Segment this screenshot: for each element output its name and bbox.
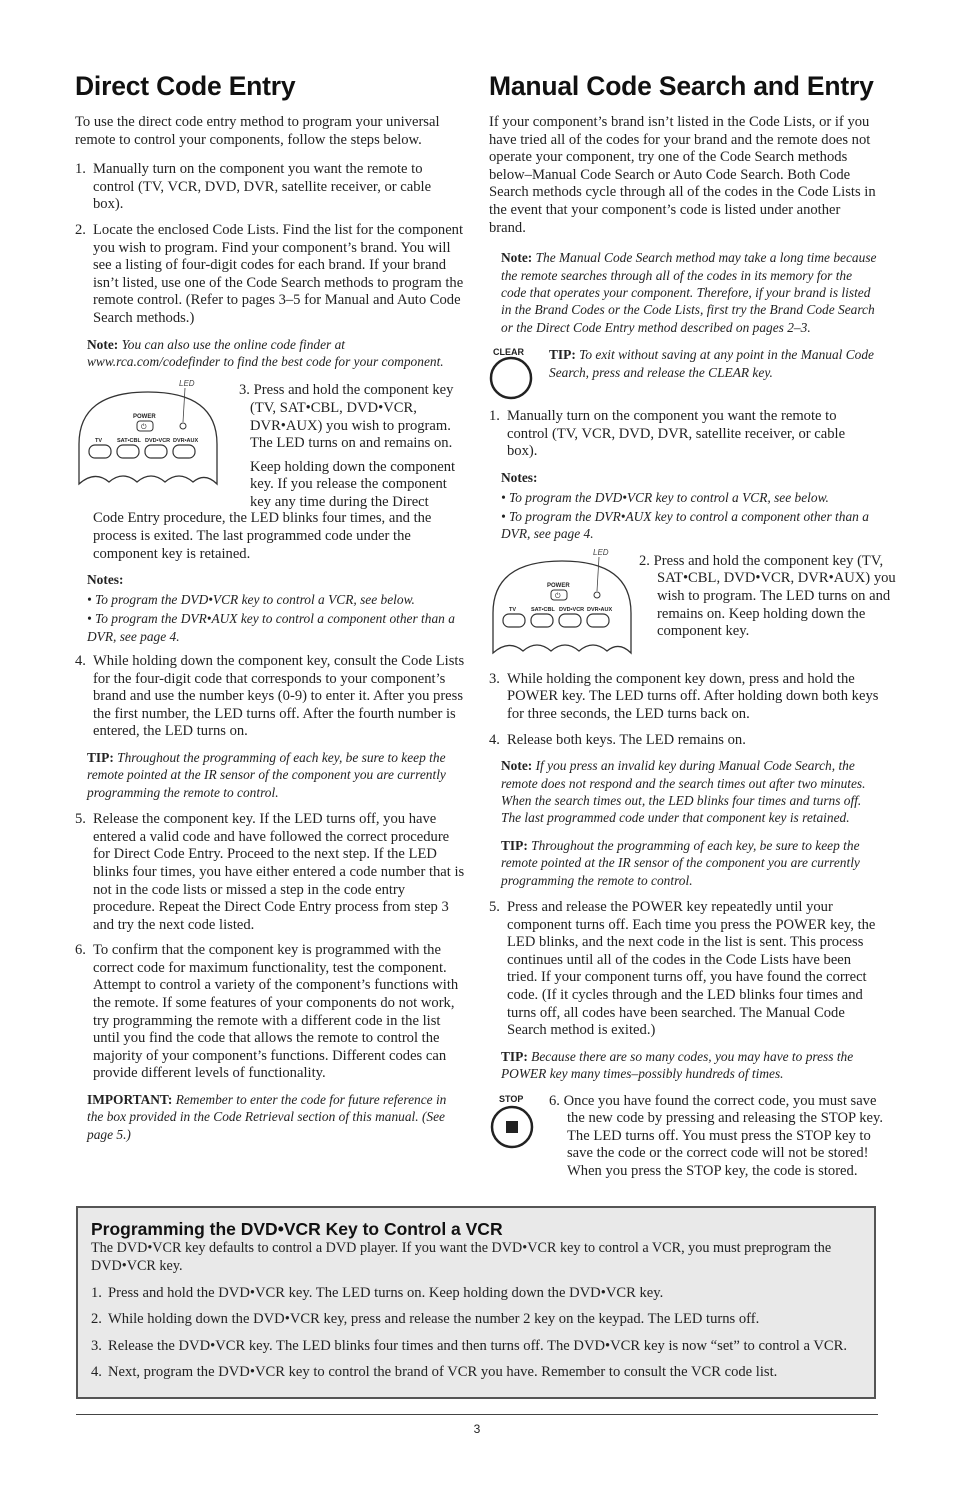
box-step-4: 4. Next, program the DVD•VCR key to control the brand of VCR you have. Remember to consult the VCR code list.	[91, 1364, 778, 1381]
clear-key	[491, 358, 531, 398]
tip-ir-sensor: TIP: Throughout the programming of each key, be sure to keep the remote pointed at the IR sensor of the component you are currently programming the remote to control.	[501, 837, 860, 888]
step-5: 5. Release the component key. If the LED turns off, you have entered a valid code and have followed the correct procedure for Direct Code Entry. Proceed to the next step. If the LED blinks four times, you have either entered a code number that is not in the code lists or missed a step in the code entry procedure. Repeat the Direct Code Entry process from step 3 and try the next code listed.	[75, 811, 465, 933]
satcbl-key-label: SAT•CBL	[117, 438, 141, 445]
manual-code-search-title: Manual Code Search and Entry	[489, 71, 874, 101]
page-number: 3	[473, 1422, 481, 1436]
clear-key-figure	[489, 346, 539, 402]
satcbl-key	[117, 445, 139, 458]
led-label: LED	[179, 379, 195, 389]
step-2: 2. Locate the enclosed Code Lists. Find the list for the component you wish to program. Find your component’s brand. You will see a listing of four-digit codes for each brand. If your brand isn’t listed, use one of the Code Search methods to program the remote control. (Refer to pages 3–5 for Manual and Auto Code Search methods.)	[75, 221, 464, 326]
step-6-text: 6. Once you have found the correct code, you must save the new code by pressing and releasing the STOP key. The LED turns off. You must press the STOP key to save the code or the correct code will not be stored! When you press the STOP key, the code is stored.	[549, 1092, 883, 1179]
tip-ir-sensor: TIP: Throughout the programming of each key, be sure to keep the remote pointed at the IR sensor of the component you are currently programming the remote to control.	[87, 749, 446, 800]
important-note: IMPORTANT: Remember to enter the code for future reference in the box provided in the Code Retrieval section of this manual. (See page 5.)	[87, 1092, 447, 1142]
intro-paragraph: To use the direct code entry method to program your universal remote to control your components, follow the steps below.	[75, 114, 440, 148]
step-5: 5. Press and release the POWER key repeatedly until your component turns off. Each time you press the POWER key, the LED blinks, and the next code in the list is sent. This process continues until all of the codes in the Code Lists have been tried. If your component turns off, you have found the correct code. (If it cycles through and the LED blinks four times and turns off, all codes have been searched. The Manual Code Search method is exited.)	[489, 899, 876, 1039]
direct-code-entry-column	[75, 70, 465, 1153]
note-bullet-dvraux: • To program the DVR•AUX key to control a component other than a DVR, see page 4.	[501, 508, 869, 542]
dvdvcr-key	[559, 614, 581, 627]
step-3-continued: Code Entry procedure, the LED blinks four times, and the process is exited. The last programmed code under the component key is retained.	[93, 510, 432, 562]
tv-key	[89, 445, 111, 458]
tv-key-label: TV	[509, 606, 517, 613]
clear-key-label: CLEAR	[493, 347, 524, 358]
note-bullet-dvdvcr: • To program the DVD•VCR key to control a VCR, see below.	[87, 591, 415, 607]
dvdvcr-key-label: DVD•VCR	[559, 606, 585, 613]
remote-component-keys-figure	[489, 547, 639, 663]
step-1: 1. Manually turn on the component you want the remote to control (TV, VCR, DVD, DVR, satellite receiver, or cable box).	[489, 408, 846, 460]
box-title: Programming the DVD•VCR Key to Control a VCR	[91, 1219, 503, 1239]
intro-paragraph: If your component’s brand isn’t listed in the Code Lists, or if you have tried all of the codes for your brand and the remote does not operate your component, try one of the Code Search methods below–Manual Code Search or Auto Code Search. Both Code Search methods cycle through all of the codes in the Code Lists in the event that your component’s code is listed under another brand.	[489, 114, 876, 236]
manual-code-search-column	[489, 70, 896, 1250]
footer-rule	[76, 1414, 878, 1415]
dvraux-key	[587, 614, 609, 627]
dvraux-key-label: DVR•AUX	[173, 438, 199, 445]
step-4: 4. While holding down the component key, consult the Code Lists for the four-digit code that corresponds to your component’s brand and use the number keys (0-9) to enter it. After you press the first number, the LED turns off. After the fourth number is entered, the LED turns on.	[75, 652, 465, 740]
stop-key-label: STOP	[499, 1093, 524, 1104]
notes-heading: Notes:	[501, 469, 538, 485]
tv-key-label: TV	[95, 438, 103, 445]
dvraux-key-label: DVR•AUX	[587, 606, 613, 613]
step-3: 3. While holding the component key down, press and hold the POWER key. The LED turns off. After holding down both keys for three seconds, the LED turns back on.	[489, 670, 879, 722]
dvd-vcr-programming-box	[76, 1206, 876, 1399]
clear-tip-row	[489, 346, 879, 402]
dvdvcr-key-label: DVD•VCR	[145, 438, 171, 445]
power-label: POWER	[133, 414, 156, 421]
box-step-1: 1. Press and hold the DVD•VCR key. The LED turns on. Keep holding down the DVD•VCR key.	[91, 1284, 664, 1301]
tip-clear: TIP: To exit without saving at any point in the Manual Code Search, press and release the CLEAR key.	[549, 347, 874, 380]
step-2-with-figure	[489, 547, 896, 667]
dvraux-key	[173, 445, 195, 458]
notes-heading: Notes:	[87, 572, 124, 588]
dvdvcr-key	[145, 445, 167, 458]
step-3-text: 3. Press and hold the component key (TV, SAT•CBL, DVD•VCR, DVR•AUX) you wish to program. The LED turns on and remains on. Keep holding down the component key. If you release the component key any time during the Direct	[239, 382, 456, 510]
step-4: 4. Release both keys. The LED remains on.	[489, 731, 746, 748]
step-3-with-figure	[75, 379, 465, 510]
stop-icon	[506, 1121, 518, 1133]
led-label: LED	[593, 547, 609, 557]
led-indicator	[594, 592, 600, 598]
note-bullet-dvdvcr: • To program the DVD•VCR key to control a VCR, see below.	[501, 489, 829, 505]
box-step-2: 2. While holding down the DVD•VCR key, press and release the number 2 key on the keypad. The LED turns off.	[91, 1311, 760, 1328]
tv-key	[503, 614, 525, 627]
box-intro: The DVD•VCR key defaults to control a DVD player. If you want the DVD•VCR key to control a VCR, you must preprogram the DVD•VCR key.	[91, 1240, 832, 1274]
note-bullet-dvraux: • To program the DVR•AUX key to control a component other than a DVR, see page 4.	[87, 611, 455, 644]
tip-many-codes: TIP: Because there are so many codes, you may have to press the POWER key many times–possibly hundreds of times.	[501, 1048, 854, 1082]
led-indicator	[180, 423, 186, 429]
satcbl-key-label: SAT•CBL	[531, 606, 555, 613]
power-icon: ⏻	[555, 592, 561, 600]
power-icon: ⏻	[141, 424, 147, 432]
note-invalid-key: Note: If you press an invalid key during Manual Code Search, the remote does not respond and the search times out after two minutes. When the search times out, the LED blinks four times and turns off. The last programmed code under that component key is retained.	[501, 758, 866, 826]
box-step-3: 3. Release the DVD•VCR key. The LED blinks four times and then turns off. The DVD•VCR key is now “set” to control a VCR.	[91, 1337, 847, 1354]
remote-component-keys-figure	[75, 379, 225, 494]
step-6-with-stop	[489, 1092, 883, 1201]
step-2-text: 2. Press and hold the component key (TV, SAT•CBL, DVD•VCR, DVR•AUX) you wish to program. The LED turns on and remains on. Keep holding down the component key.	[639, 552, 896, 640]
note-long-time: Note: The Manual Code Search method may take a long time because the remote searches through all of the codes in its memory for the code that operates your component. Therefore, if your brand is listed in the Brand Codes or the Code Lists, first try the Brand Code Search or the Direct Code Entry method described on pages 2–3.	[501, 250, 877, 335]
direct-code-entry-title: Direct Code Entry	[75, 71, 296, 101]
satcbl-key	[531, 614, 553, 627]
step-6: 6. To confirm that the component key is programmed with the correct code for maximum functionality, test the component. Attempt to control a variety of the component’s functions with the remote. If some features of your components do not work, try programming the remote with a different code in the list until you find the code that allows the remote to control the majority of your component’s functions. Different codes can provide different levels of functionality.	[75, 942, 459, 1082]
note-codefinder: Note: You can also use the online code finder at www.rca.com/codefinder to find the best code for your component.	[87, 336, 444, 369]
stop-key-figure	[489, 1093, 539, 1159]
power-label: POWER	[547, 582, 570, 589]
step-1: 1. Manually turn on the component you want the remote to control (TV, VCR, DVD, DVR, satellite receiver, or cable box).	[75, 161, 432, 213]
